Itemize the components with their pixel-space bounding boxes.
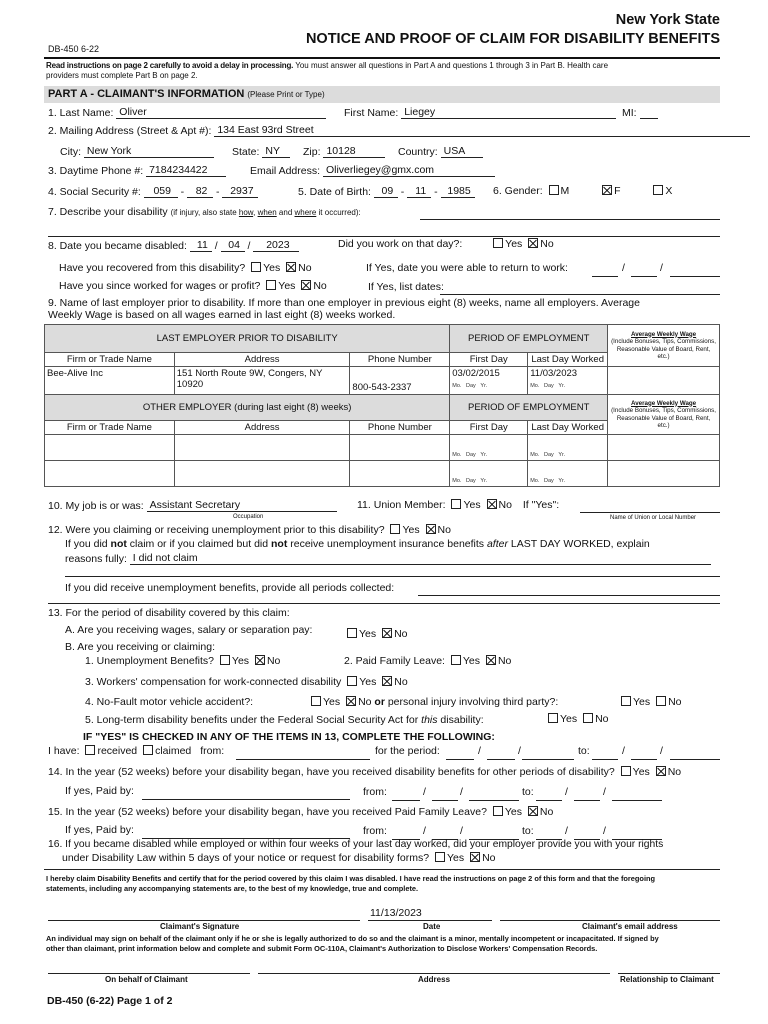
ssdi-no-checkbox[interactable] [583,713,593,723]
q13-4-options: Yes No or personal injury involving third party?: [308,696,558,708]
phone-field[interactable]: 7184234422 [146,164,226,177]
third-party-options: Yes No [618,696,682,708]
behalf-line1: An individual may sign on behalf of the claimant only if he or she is legally authorized to do so and the claimant is a minor, mentally incompetent or incapacitated. If signed by [46,934,659,943]
q3-row: 3. Daytime Phone #: 7184234422 [48,164,226,177]
ssn-part2[interactable]: 82 [187,185,213,198]
table-row [45,435,720,461]
workers-comp-yes-checkbox[interactable] [347,676,357,686]
zip-row: Zip: 10128 [303,145,385,158]
q12-explain: If you did not claim or if you claimed but did not receive unemployment insurance benefits after LAST DAY WORKED, explain [65,538,650,550]
mi-row: MI: [622,106,658,119]
employer-avg-wage[interactable] [608,367,720,395]
first-name-row: First Name: Liegey [344,106,616,119]
relationship-caption: Relationship to Claimant [620,975,714,984]
city-row: City: New York [60,145,214,158]
col-first-day: First Day [450,353,528,367]
period-header: PERIOD OF EMPLOYMENT [450,325,608,353]
gender-x-checkbox[interactable] [653,185,663,195]
workers-comp-no-checkbox[interactable] [382,676,392,686]
q14-from: from: [363,786,387,798]
worked-that-day-row: Did you work on that day?: Yes No [338,238,554,250]
col-phone-2: Phone Number [350,421,450,435]
cert-line1: I hereby claim Disability Benefits and certify that for the period covered by this claim I was disabled. I have read the instructions on page 2 of this form and that the foregoing [46,874,656,883]
table-row [45,367,720,395]
other-last-day-2[interactable]: Mo. Day Yr. [528,461,608,487]
pfl-yes-checkbox[interactable] [451,655,461,665]
signature-caption: Claimant's Signature [160,922,240,931]
collected-row: If you did receive unemployment benefits, provide all periods collected: [65,582,395,594]
q15-paid-row: If yes, Paid by: [65,824,134,836]
form-title: NOTICE AND PROOF OF CLAIM FOR DISABILITY BENEFITS [305,31,720,47]
city-field[interactable]: New York [84,145,214,158]
col-firm-2: Firm or Trade Name [45,421,175,435]
q15-no-checkbox[interactable] [528,806,538,816]
gender-f-checkbox[interactable] [602,185,612,195]
instructions-line2: providers must complete Part B on page 2. [46,71,198,80]
third-party-yes-checkbox[interactable] [621,696,631,706]
q15-from: from: [363,825,387,837]
ssdi-yes-checkbox[interactable] [548,713,558,723]
since-worked-no-checkbox[interactable] [301,280,311,290]
q15-to: to: [522,825,534,837]
disabled-month[interactable]: 11 [190,239,212,252]
country-row: Country: USA [398,145,483,158]
wages-no-checkbox[interactable] [382,628,392,638]
q16-row: under Disability Law within 5 days of your notice or request for disability forms? Yes No [62,852,496,864]
state-field[interactable]: NY [262,145,290,158]
gender-m-checkbox[interactable] [549,185,559,195]
q12-row: 12. Were you claiming or receiving unemployment prior to this disability? Yes No [48,524,451,536]
q13-3-row: 3. Workers' compensation for work-connected disability Yes No [85,676,408,688]
ssn-part3[interactable]: 2937 [222,185,258,198]
other-employer-header: OTHER EMPLOYER (during last eight (8) weeks) [45,395,450,421]
ssn-part1[interactable]: 059 [144,185,178,198]
other-address-1[interactable] [174,435,350,461]
recovered-row: Have you recovered from this disability? Yes No [59,262,312,274]
col-address-2: Address [174,421,350,435]
dob-day[interactable]: 11 [407,185,431,198]
claimed-checkbox[interactable] [143,745,153,755]
part-a-title: PART A - CLAIMANT'S INFORMATION (Please Print or Type) [48,88,325,100]
q13-4-row: 4. No-Fault motor vehicle accident?: [85,696,254,708]
q8-row: 8. Date you became disabled: 11 / 04 / 2023 [48,239,299,252]
since-worked-row: Have you since worked for wages or profit? Yes No [59,280,327,292]
col-phone: Phone Number [350,353,450,367]
other-avg-wage-2[interactable] [608,461,720,487]
q9-line1: 9. Name of last employer prior to disability. If more than one employer in previous eight (8) weeks, name all employers. Average [48,297,640,309]
col-last-day: Last Day Worked [528,353,608,367]
date-caption: Date [423,922,441,931]
q13a-options: Yes No [344,628,408,640]
mi-field[interactable] [640,106,658,119]
footer-page: DB-450 (6-22) Page 1 of 2 [47,995,173,1007]
email-row: Email Address: Oliverliegey@gmx.com [250,164,495,177]
q11-row: 11. Union Member: Yes No If "Yes": [357,499,560,511]
other-firm-2[interactable] [45,461,175,487]
other-phone-1[interactable] [350,435,450,461]
col-first-day-2: First Day [450,421,528,435]
other-last-day-1[interactable]: Mo. Day Yr. [528,435,608,461]
instructions: Read instructions on page 2 carefully to avoid a delay in processing. You must answer all questions in Part A and questions 1 through 3 in Part B. Health care [46,61,609,70]
period-label: for the period: [375,745,440,757]
employer-phone[interactable]: 800-543-2337 [350,367,450,395]
q13-complete-note: IF "YES" IS CHECKED IN ANY OF THE ITEMS IN 13, COMPLETE THE FOLLOWING: [83,731,495,743]
q16-yes-checkbox[interactable] [435,852,445,862]
q13a-label: A. Are you receiving wages, salary or separation pay: [65,624,313,636]
employer-firm[interactable]: Bee-Alive Inc [45,367,175,395]
q13-5-options: Yes No [545,713,609,725]
disabled-day[interactable]: 04 [221,239,245,252]
email-caption: Claimant's email address [582,922,678,931]
on-behalf-caption: On behalf of Claimant [105,975,188,984]
q15-row: 15. In the year (52 weeks) before your disability began, have you received Paid Family Leave? Yes No [48,806,554,818]
email-field[interactable]: Oliverliegey@gmx.com [323,164,495,177]
behalf-line2: other than claimant, print information below and complete and submit Form OC-110A, Claimant's Authorization to Disclose Workers' Compensation Records. [46,944,598,953]
disabled-year[interactable]: 2023 [253,239,299,252]
q4-row: 4. Social Security #: 059 - 82 - 2937 [48,185,258,198]
wages-yes-checkbox[interactable] [347,628,357,638]
other-phone-2[interactable] [350,461,450,487]
col-last-day-2: Last Day Worked [528,421,608,435]
q10-row: 10. My job is or was: Assistant Secretary [48,499,337,512]
unemployment-no-checkbox[interactable] [426,524,436,534]
last-employer-header: LAST EMPLOYER PRIOR TO DISABILITY [45,325,450,353]
dates-row: If Yes, list dates: [368,281,444,293]
state-name: New York State [615,12,720,28]
q14-to: to: [522,786,534,798]
country-field[interactable]: USA [441,145,483,158]
employer-address[interactable]: 151 North Route 9W, Congers, NY 10920 [174,367,350,395]
q5-row: 5. Date of Birth: 09 - 11 - 1985 [298,185,475,198]
recovered-yes-checkbox[interactable] [251,262,261,272]
q13-label: 13. For the period of disability covered by this claim: [48,607,290,619]
q14-yes-checkbox[interactable] [621,766,631,776]
q9-line2: Weekly Wage is based on all wages earned in last eight (8) weeks worked. [48,309,396,321]
signature-date[interactable]: 11/13/2023 [370,907,422,919]
reasons-field[interactable]: I did not claim [130,552,711,565]
col-firm: Firm or Trade Name [45,353,175,367]
unemp-benefits-no-checkbox[interactable] [255,655,265,665]
third-party-no-checkbox[interactable] [656,696,666,706]
q14-row: 14. In the year (52 weeks) before your disability began, have you received disability benefits for other periods of disability? Yes No [48,766,682,778]
other-avg-wage-header: Average Weekly Wage (Include Bonuses, Tips, Commissions, Reasonable Value of Board, Rent, etc.) [608,395,720,435]
other-period-header: PERIOD OF EMPLOYMENT [450,395,608,421]
q6-row: 6. Gender: M F X [493,185,673,197]
q15-yes-checkbox[interactable] [493,806,503,816]
unemp-benefits-yes-checkbox[interactable] [220,655,230,665]
job-field[interactable]: Assistant Secretary [147,499,337,512]
to-label: to: [578,745,590,757]
q14-paid-row: If yes, Paid by: [65,785,134,797]
other-address-2[interactable] [174,461,350,487]
q13-2-row: 2. Paid Family Leave: Yes No [344,655,512,667]
union-no-checkbox[interactable] [487,499,497,509]
q13-5-row: 5. Long-term disability benefits under the Federal Social Security Act for this disability: [85,714,484,726]
q7-row: 7. Describe your disability (if injury, also state how, when and where it occurred): [48,206,361,218]
unemployment-yes-checkbox[interactable] [390,524,400,534]
union-caption: Name of Union or Local Number [610,515,697,521]
table-row [45,461,720,487]
q1-row: 1. Last Name: Oliver [48,106,326,119]
since-worked-yes-checkbox[interactable] [266,280,276,290]
received-checkbox[interactable] [85,745,95,755]
return-date-row: If Yes, date you were able to return to work: [366,262,568,274]
i-have-row: I have: received claimed from: [48,745,225,757]
pfl-no-checkbox[interactable] [486,655,496,665]
last-name-field[interactable]: Oliver [116,106,326,119]
employer-last-day[interactable]: 11/03/2023 Mo. Day Yr. [528,367,608,395]
no-fault-no-checkbox[interactable] [346,696,356,706]
q16-no-checkbox[interactable] [470,852,480,862]
dob-year[interactable]: 1985 [441,185,475,198]
q13-1-row: 1. Unemployment Benefits? Yes No [85,655,281,667]
other-firm-1[interactable] [45,435,175,461]
cert-line2: statements, including any accompanying statements are, to the best of my knowledge, true and complete. [46,884,419,893]
first-name-field[interactable]: Liegey [401,106,616,119]
occupation-caption: Occupation [233,514,264,520]
q16-line1: 16. If you became disabled while employed or within four weeks of your last day worked, did your employer provide you with your rights [48,839,664,850]
q2-row: 2. Mailing Address (Street & Apt #): 134 East 93rd Street [48,124,750,137]
form-id: DB-450 6-22 [48,44,100,54]
address-caption: Address [418,975,451,984]
worked-day-no-checkbox[interactable] [528,238,538,248]
street-field[interactable]: 134 East 93rd Street [214,124,750,137]
worked-day-yes-checkbox[interactable] [493,238,503,248]
state-row: State: NY [232,145,290,158]
recovered-no-checkbox[interactable] [286,262,296,272]
zip-field[interactable]: 10128 [323,145,385,158]
reasons-row: reasons fully: I did not claim [65,552,711,565]
dob-month[interactable]: 09 [374,185,398,198]
union-yes-checkbox[interactable] [451,499,461,509]
col-address: Address [174,353,350,367]
avg-wage-header: Average Weekly Wage (Include Bonuses, Tips, Commissions, Reasonable Value of Board, Rent, etc.) [608,325,720,367]
other-first-day-1[interactable]: Mo. Day Yr. [450,435,528,461]
other-first-day-2[interactable]: Mo. Day Yr. [450,461,528,487]
q13b-label: B. Are you receiving or claiming: [65,641,215,653]
employer-table [44,324,720,487]
q14-no-checkbox[interactable] [656,766,666,776]
other-avg-wage-1[interactable] [608,435,720,461]
employer-first-day[interactable]: 03/02/2015 Mo. Day Yr. [450,367,528,395]
no-fault-yes-checkbox[interactable] [311,696,321,706]
